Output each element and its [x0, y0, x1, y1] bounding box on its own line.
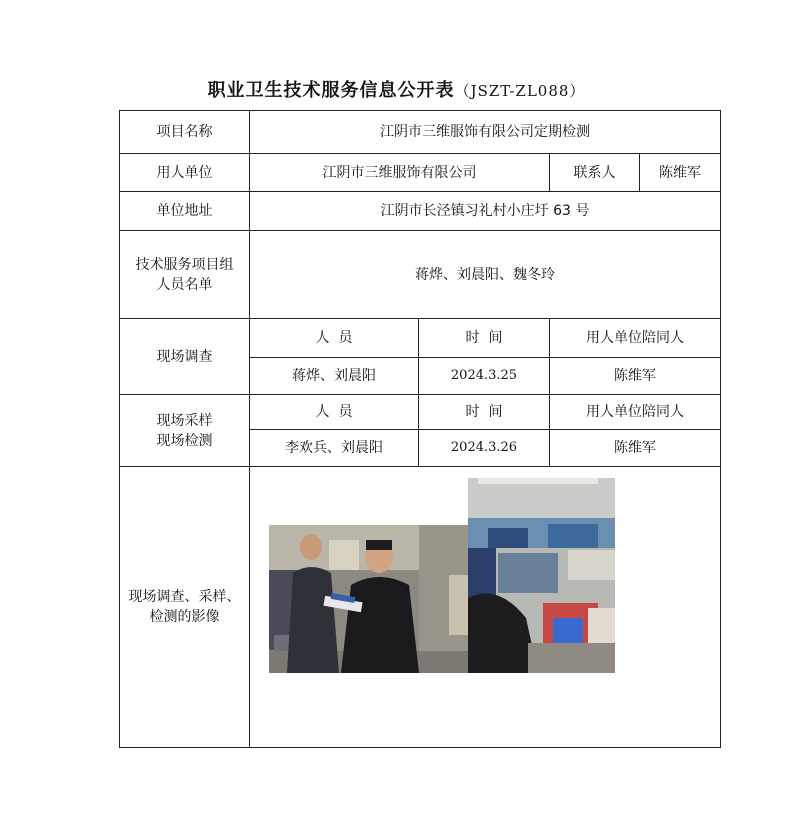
survey-escort: 陈维军	[550, 358, 721, 395]
team-label: 技术服务项目组人员名单	[120, 231, 250, 319]
sampling-label-line2: 现场检测	[156, 432, 213, 449]
time-header: 时 间	[419, 395, 550, 430]
personnel-header: 人 员	[250, 395, 419, 430]
personnel-header: 人 员	[250, 319, 419, 358]
address-label: 单位地址	[120, 192, 250, 231]
photo-group	[250, 468, 720, 746]
survey-time: 2024.3.25	[419, 358, 550, 395]
project-label: 项目名称	[120, 111, 250, 154]
escort-header: 用人单位陪同人	[550, 319, 721, 358]
workshop-photo-image	[468, 478, 615, 673]
employer-row	[120, 154, 721, 192]
images-label: 现场调查、采样、检测的影像	[120, 467, 250, 748]
sampling-header-row	[120, 395, 721, 430]
contact-value: 陈维军	[640, 154, 721, 192]
time-header: 时 间	[419, 319, 550, 358]
employer-label: 用人单位	[120, 154, 250, 192]
employer-value: 江阴市三维服饰有限公司	[250, 154, 550, 192]
sampling-time: 2024.3.26	[419, 430, 550, 467]
team-value: 蒋烨、刘晨阳、魏冬玲	[250, 231, 721, 319]
title-main: 职业卫生技术服务信息公开表	[207, 80, 455, 101]
project-row	[120, 111, 721, 154]
info-table	[119, 110, 721, 748]
address-row	[120, 192, 721, 231]
address-value: 江阴市长泾镇习礼村小庄圩 63 号	[250, 192, 721, 231]
sampling-label	[120, 395, 250, 467]
form-code: （JSZT-ZL088）	[454, 82, 586, 100]
workshop-photo	[468, 478, 615, 673]
images-row	[120, 467, 721, 748]
site-survey-photo-image	[269, 525, 468, 673]
page-title	[0, 76, 793, 102]
sampling-escort: 陈维军	[550, 430, 721, 467]
team-row	[120, 231, 721, 319]
contact-label: 联系人	[550, 154, 640, 192]
escort-header: 用人单位陪同人	[550, 395, 721, 430]
site-survey-photo	[269, 525, 468, 673]
images-cell	[250, 467, 721, 748]
sampling-label-line1: 现场采样	[156, 412, 213, 429]
survey-label: 现场调查	[120, 319, 250, 395]
project-value: 江阴市三维服饰有限公司定期检测	[250, 111, 721, 154]
survey-personnel: 蒋烨、刘晨阳	[250, 358, 419, 395]
sampling-personnel: 李欢兵、刘晨阳	[250, 430, 419, 467]
survey-header-row	[120, 319, 721, 358]
